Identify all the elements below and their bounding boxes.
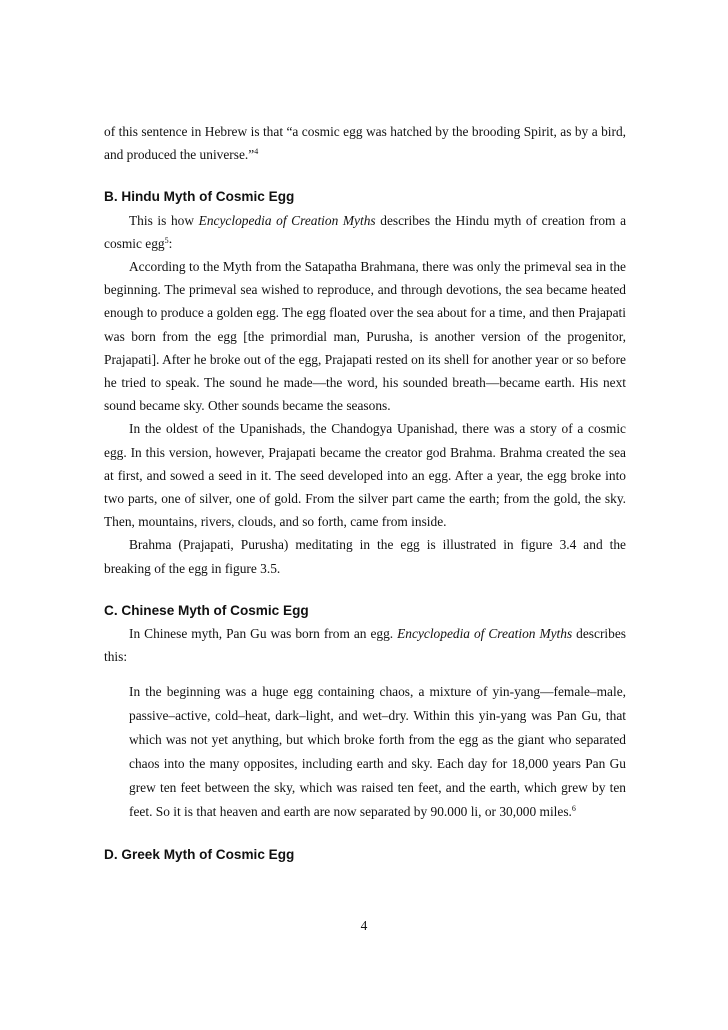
section-b-paragraph-2: According to the Myth from the Satapatha Brahmana, there was only the primeval sea in the beginning. The primeval sea wished to reproduce, and through devotions, the sea became heated enough to produce a golden egg. The egg floated over the sea about for a time, and then Prajapati was born from the egg [the primordial man, Purusha, is another version of the progenitor, Prajapati]. After he broke out of the egg, Prajapati rested on its shell for another year or so before he tried to speak. The sound he made—the word, his sounded breath—became earth. His next sound became sky. Other sounds became the seasons.	[104, 259, 626, 414]
section-b-paragraph-1	[104, 209, 626, 255]
section-b-p1-end: :	[168, 235, 173, 251]
section-b-paragraph-4: Brahma (Prajapati, Purusha) meditating in the egg is illustrated in figure 3.4 and the breaking of the egg in figure 3.5.	[104, 537, 626, 576]
block-quote	[129, 680, 626, 824]
page-number: 4	[360, 918, 368, 933]
section-c-heading: C. Chinese Myth of Cosmic Egg	[104, 602, 309, 618]
section-b-p1-after: describes the Hindu myth of creation from a cosmic egg	[104, 212, 627, 251]
quote-text: In the beginning was a huge egg containing chaos, a mixture of yin-yang—female–male, passive–active, cold–heat, dark–light, and wet–dry. Within this yin-yang was Pan Gu, that which was not yet anything, but which broke forth from the egg as the giant who separated chaos into the many opposites, including earth and sky. Each day for 18,000 years Pan Gu grew ten feet between the sky, which was raised ten feet, and the earth, which grew by ten feet. So it is that heaven and earth are now separated by 90.000 li, or 30,000 miles.	[129, 684, 626, 820]
book-title: Encyclopedia of Creation Myths	[198, 212, 376, 228]
intro-text: of this sentence in Hebrew is that “a cosmic egg was hatched by the brooding Spirit, as by a bird, and produced the universe.”	[104, 124, 626, 163]
section-b-paragraph-3: In the oldest of the Upanishads, the Chandogya Upanishad, there was a story of a cosmic egg. In this version, however, Prajapati became the creator god Brahma. Brahma created the sea at first, and sowed a seed in it. The seed developed into an egg. After a year, the egg broke into two parts, one of silver, one of gold. From the silver part came the earth; from the gold, the sky. Then, mountains, rivers, clouds, and so forth, came from inside.	[104, 421, 626, 530]
footnote-ref-6: 6	[571, 804, 576, 814]
section-c-p1-after: describes this:	[104, 626, 626, 665]
section-c-paragraph-1	[104, 622, 626, 668]
book-title: Encyclopedia of Creation Myths	[397, 626, 573, 642]
section-d-heading: D. Greek Myth of Cosmic Egg	[104, 847, 295, 863]
section-b-p1-before: This is how	[129, 212, 199, 228]
footnote-ref-4: 4	[254, 147, 259, 157]
intro-paragraph	[104, 120, 626, 166]
section-c-p1-before: In Chinese myth, Pan Gu was born from an egg.	[129, 626, 398, 642]
section-b-heading: B. Hindu Myth of Cosmic Egg	[104, 189, 295, 205]
footnote-ref-5: 5	[164, 235, 169, 245]
document-page	[104, 120, 626, 867]
